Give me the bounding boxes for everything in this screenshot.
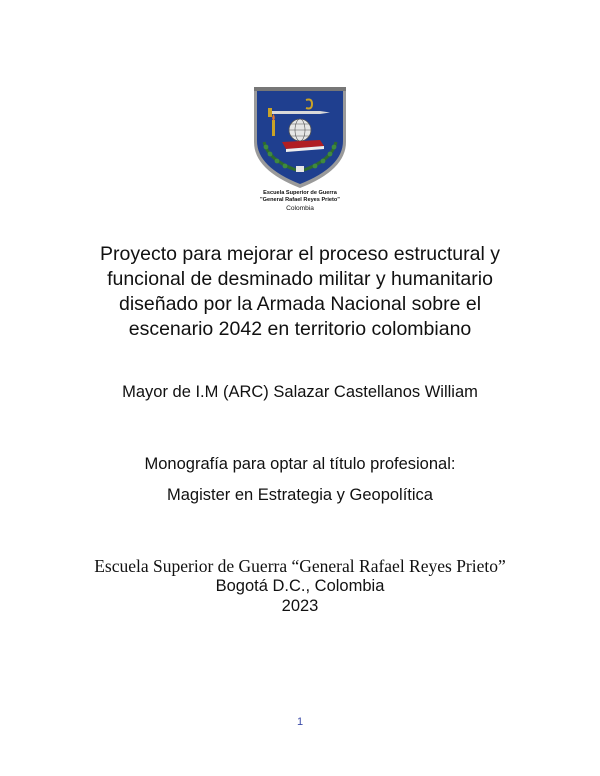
title-line-3: diseñado por la Armada Nacional sobre el — [118, 293, 482, 315]
institution-city: Bogotá D.C., Colombia — [215, 577, 385, 595]
title-line-1: Proyecto para mejorar el proceso estructural y — [100, 243, 500, 265]
page-number: 1 — [296, 716, 304, 728]
school-crest-logo — [250, 84, 350, 218]
logo-caption-country: Colombia — [286, 205, 314, 212]
institution-name: Escuela Superior de Guerra “General Rafael Reyes Prieto” — [94, 556, 506, 576]
title-line-4: escenario 2042 en territorio colombiano — [128, 318, 472, 340]
logo-caption-school: Escuela Superior de Guerra — [263, 190, 337, 196]
degree-title: Magister en Estrategia y Geopolítica — [167, 486, 433, 504]
monograph-purpose: Monografía para optar al título profesional: — [144, 455, 456, 473]
publication-year: 2023 — [281, 597, 319, 615]
author-name: Mayor de I.M (ARC) Salazar Castellanos William — [122, 383, 478, 401]
title-line-2: funcional de desminado militar y humanitario — [107, 268, 493, 290]
logo-caption-name: "General Rafael Reyes Prieto" — [260, 197, 340, 203]
shield-emblem-icon — [250, 84, 350, 190]
document-title — [60, 242, 540, 342]
